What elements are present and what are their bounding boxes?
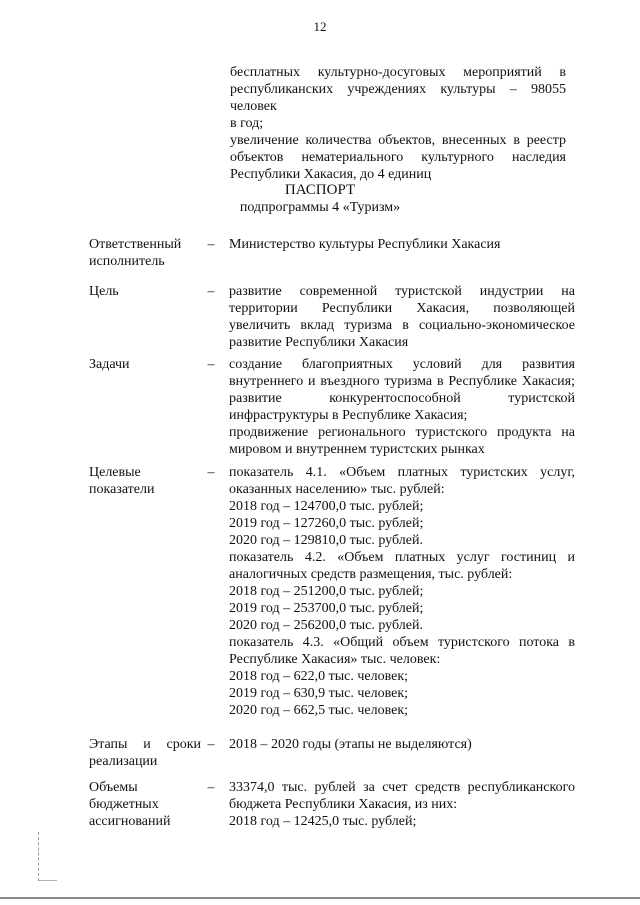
row-value-line: территории Республики Хакасия, позволяющей <box>229 301 575 316</box>
row-value-line: бюджета Республики Хакасия, из них: <box>229 797 458 812</box>
row-value-line: 2020 год – 129810,0 тыс. рублей. <box>229 533 423 548</box>
row-value-line: 2020 год – 256200,0 тыс. рублей. <box>229 618 423 633</box>
row-value-line: создание благоприятных условий для развития <box>229 357 575 372</box>
row-value-line: внутреннего и въездного туризма в Республике Хакасия; <box>229 374 575 389</box>
row-label-line: исполнитель <box>89 254 165 269</box>
scan-corner-mark <box>38 832 57 881</box>
intro-paragraph <box>230 64 566 183</box>
row-value-line: увеличить вклад туризма в социально-экономическое <box>229 318 575 333</box>
row-value-line: 2019 год – 630,9 тыс. человек; <box>229 686 409 701</box>
intro-line: республиканских учреждениях культуры – 98055 человек <box>230 82 566 114</box>
row-value-line: аналогичных средств размещения, тыс. рублей: <box>229 567 513 582</box>
intro-line: в год; <box>230 116 264 131</box>
row-value-line: 2020 год – 662,5 тыс. человек; <box>229 703 409 718</box>
row-label-line: бюджетных <box>89 797 159 812</box>
row-value-line: 2018 год – 124700,0 тыс. рублей; <box>229 499 424 514</box>
row-value-line: оказанных населению» тыс. рублей: <box>229 482 445 497</box>
row-value-line: мировом и внутреннем туристских рынках <box>229 442 485 457</box>
row-label-line: показатели <box>89 482 155 497</box>
row-label <box>89 356 201 373</box>
intro-line: бесплатных культурно-досуговых мероприятий в <box>230 65 566 80</box>
row-value-line: 2018 год – 251200,0 тыс. рублей; <box>229 584 424 599</box>
row-dash: – <box>207 357 215 372</box>
row-dash: – <box>207 737 215 752</box>
row-value-line: развитие современной туристской индустрии на <box>229 284 575 299</box>
row-value-line: показатель 4.1. «Объем платных туристских услуг, <box>229 465 575 480</box>
row-value-line: 2018 – 2020 годы (этапы не выделяются) <box>229 737 472 752</box>
row-label-line: Ответственный <box>89 237 182 252</box>
row-value <box>229 464 575 719</box>
row-value-line: инфраструктуры в Республике Хакасия; <box>229 408 468 423</box>
row-value-line: 2018 год – 12425,0 тыс. рублей; <box>229 814 417 829</box>
page-number: 12 <box>313 19 327 34</box>
row-dash: – <box>207 780 215 795</box>
row-value-line: 2019 год – 253700,0 тыс. рублей; <box>229 601 424 616</box>
row-label-line: Задачи <box>89 357 130 372</box>
row-value-line: Министерство культуры Республики Хакасия <box>229 237 501 252</box>
passport-heading <box>0 181 640 217</box>
row-value <box>229 283 575 351</box>
row-label-line: Этапы и сроки <box>89 737 201 752</box>
row-value-line: развитие Республики Хакасия <box>229 335 409 350</box>
row-value <box>229 736 575 753</box>
row-value-line: развитие конкурентоспособной туристской <box>229 391 575 406</box>
row-label-line: Объемы <box>89 780 138 795</box>
passport-subtitle: подпрограммы 4 «Туризм» <box>239 200 401 215</box>
row-value-line: 33374,0 тыс. рублей за счет средств республиканского <box>229 780 575 795</box>
row-label-line: ассигнований <box>89 814 171 829</box>
passport-title: ПАСПОРТ <box>284 182 356 198</box>
row-label <box>89 779 201 830</box>
intro-line: объектов нематериального культурного наследия <box>230 150 566 165</box>
row-label-line: Целевые <box>89 465 141 480</box>
row-label <box>89 236 201 270</box>
row-label <box>89 736 201 770</box>
row-label <box>89 464 201 498</box>
row-value-line: показатель 4.3. «Общий объем туристского потока в <box>229 635 575 650</box>
row-dash: – <box>207 465 215 480</box>
row-label-line: Цель <box>89 284 119 299</box>
row-value <box>229 236 575 253</box>
row-label <box>89 283 201 300</box>
row-value-line: Республике Хакасия» тыс. человек: <box>229 652 441 667</box>
row-value <box>229 356 575 458</box>
row-value <box>229 779 575 830</box>
row-value-line: продвижение регионального туристского продукта на <box>229 425 575 440</box>
intro-line: увеличение количества объектов, внесенных в реестр <box>230 133 566 148</box>
scan-bottom-edge <box>0 897 640 899</box>
row-dash: – <box>207 284 215 299</box>
intro-line: Республики Хакасия, до 4 единиц <box>230 167 432 182</box>
row-value-line: 2018 год – 622,0 тыс. человек; <box>229 669 409 684</box>
row-value-line: показатель 4.2. «Объем платных услуг гостиниц и <box>229 550 575 565</box>
row-label-line: реализации <box>89 754 158 769</box>
row-dash: – <box>207 237 215 252</box>
row-value-line: 2019 год – 127260,0 тыс. рублей; <box>229 516 424 531</box>
